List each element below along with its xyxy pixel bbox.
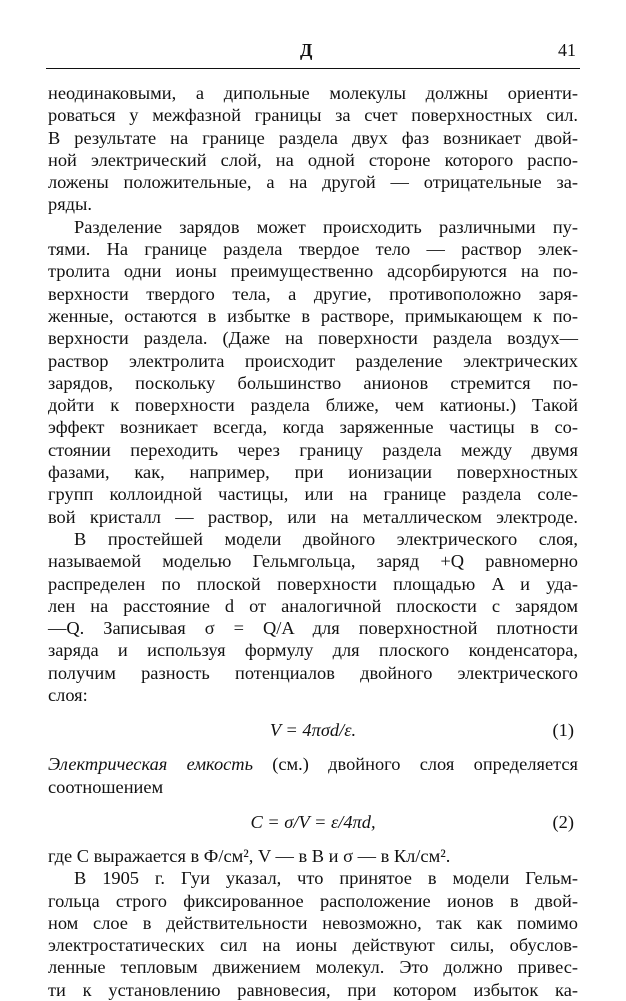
text-line: неодинаковыми, а дипольные молекулы должны ориенти- bbox=[48, 83, 578, 103]
text-line: дойти к поверхности раздела ближе, чем катионы.) Такой bbox=[48, 395, 578, 416]
text-line: ной электрический слой, на одной стороне которого распо- bbox=[48, 149, 578, 170]
text-line: В результате на границе раздела двух фаз возникает двой- bbox=[48, 127, 578, 148]
page-body bbox=[48, 82, 578, 1001]
formula-1 bbox=[48, 713, 578, 747]
paragraph-5 bbox=[48, 867, 578, 1001]
equation-number: (1) bbox=[552, 720, 574, 741]
text-line: лен на расстояние d от аналогичной плоскости с зарядом bbox=[48, 595, 578, 616]
text-line: эффект возникает всегда, когда заряженные частицы в со- bbox=[48, 417, 578, 438]
text-line: где C выражается в Ф/см², V — в В и σ — в Кл/см². bbox=[48, 845, 451, 866]
text-line: получим разность потенциалов двойного электрического bbox=[48, 662, 578, 683]
text-line: называемой моделью Гельмгольца, заряд +Q равномерно bbox=[48, 551, 578, 572]
text-line: слоя: bbox=[48, 685, 88, 706]
text-line: Разделение зарядов может происходить различными пу- bbox=[74, 216, 578, 237]
text-line: групп коллоидной частицы, или на границе раздела соле- bbox=[48, 484, 578, 505]
text-line: В простейшей модели двойного электрического слоя, bbox=[74, 528, 578, 549]
text-line: распределен по плоской поверхности площадью A и уда- bbox=[48, 573, 578, 594]
page-header bbox=[0, 38, 626, 66]
text-line: зарядов, поскольку большинство анионов стремится по- bbox=[48, 372, 578, 393]
text-line: ном слое в действительности невозможно, так как помимо bbox=[48, 912, 578, 933]
text-line: соотношением bbox=[48, 776, 164, 797]
text-line: —Q. Записывая σ = Q/A для поверхностной плотности bbox=[48, 618, 578, 639]
text-line: фазами, как, например, при ионизации поверхностных bbox=[48, 462, 578, 483]
text-line: верхности раздела. (Даже на поверхности раздела воздух— bbox=[48, 328, 578, 349]
text-line: гольца строго фиксированное расположение ионов в двой- bbox=[48, 890, 578, 911]
formula-expression: V = 4πσd/ε. bbox=[269, 720, 357, 741]
formula-2 bbox=[48, 805, 578, 839]
text-fragment: (см.) двойного слоя определяется bbox=[252, 754, 578, 775]
text-line: ряды. bbox=[48, 194, 92, 215]
text-line: раствор электролита происходит разделение электрических bbox=[48, 350, 578, 371]
text-line: тролита одни ионы преимущественно адсорбируются на по- bbox=[48, 261, 578, 282]
paragraph-2 bbox=[48, 216, 578, 528]
formula-expression: C = σ/V = ε/4πd, bbox=[250, 811, 376, 832]
equation-number: (2) bbox=[552, 811, 574, 832]
text-line: ленные тепловым движением молекул. Это должно привес- bbox=[48, 957, 578, 978]
text-line: роваться у межфазной границы за счет поверхностных сил. bbox=[48, 105, 578, 126]
section-letter: Д bbox=[300, 40, 313, 60]
text-line: электростатических сил на ионы действуют силы, обуслов- bbox=[48, 935, 578, 956]
header-rule bbox=[46, 68, 580, 69]
text-line: стоянии переходить через границу раздела между двумя bbox=[48, 439, 578, 460]
text-line: заряда и используя формулу для плоского конденсатора, bbox=[48, 640, 578, 661]
text-line: ложены положительные, а на другой — отрицательные за- bbox=[48, 172, 578, 193]
text-line: верхности твердого тела, а другие, противоположно заря- bbox=[48, 283, 578, 304]
units-line bbox=[48, 845, 578, 867]
text-line: вой кристалл — раствор, или на металлическом электроде. bbox=[48, 506, 578, 527]
paragraph-4 bbox=[48, 753, 578, 798]
text-line: тями. На границе раздела твердое тело — раствор элек- bbox=[48, 239, 578, 260]
italic-term: Электрическая емкость bbox=[48, 754, 253, 775]
text-line bbox=[48, 753, 578, 775]
text-line: В 1905 г. Гуи указал, что принятое в модели Гельм- bbox=[74, 868, 578, 889]
text-line: женные, остаются в избытке в растворе, примыкающем к по- bbox=[48, 305, 578, 326]
text-line: ти к установлению равновесия, при котором избыток ка- bbox=[48, 979, 578, 1000]
paragraph-3 bbox=[48, 528, 578, 706]
page-number: 41 bbox=[558, 40, 576, 60]
paragraph-1 bbox=[48, 82, 578, 216]
